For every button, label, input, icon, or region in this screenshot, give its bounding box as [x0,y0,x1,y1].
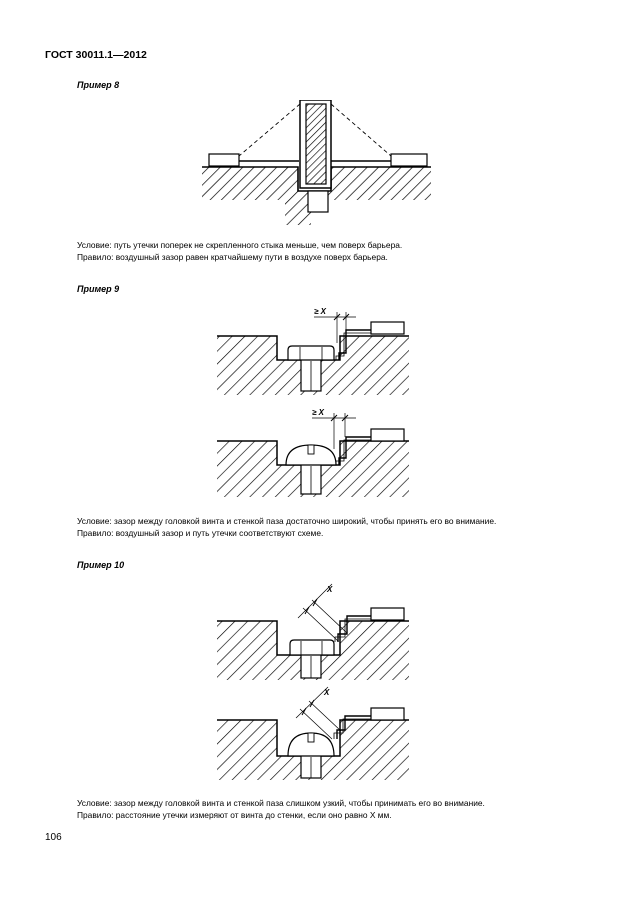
example-9-condition: Условие: зазор между головкой винта и стенкой паза достаточно широкий, чтобы принять его во внимание. [77,516,497,526]
example-8-rule: Правило: воздушный зазор равен кратчайшему пути в воздухе поверх барьера. [77,252,388,262]
page-number: 106 [45,832,62,843]
example-10-title: Пример 10 [77,560,125,570]
example-10-rule: Правило: расстояние утечки измеряют от винта до стенки, если оно равно X мм. [77,810,392,820]
dim-label-x: X [327,585,333,594]
example-10-figure-round-screw [214,683,414,783]
example-9-rule: Правило: воздушный зазор и путь утечки соответствуют схеме. [77,528,324,538]
dim-label-x-2: X [324,688,330,697]
example-9-title: Пример 9 [77,284,120,294]
example-9-figure-round-screw [214,405,414,500]
dim-label-ge-x: ≥ X [314,307,326,316]
example-8-title: Пример 8 [77,80,120,90]
dim-label-ge-x-2: ≥ X [312,408,324,417]
example-10-figure-hex-screw [214,578,414,683]
example-10-condition: Условие: зазор между головкой винта и стенкой паза слишком узкий, чтобы принимать его во внимание. [77,798,485,808]
example-8-condition: Условие: путь утечки поперек не скрепленного стыка меньше, чем поверх барьера. [77,240,403,250]
example-9-figure-hex-screw [214,303,414,398]
example-8-figure [185,100,445,230]
document-header: ГОСТ 30011.1—2012 [45,49,147,61]
